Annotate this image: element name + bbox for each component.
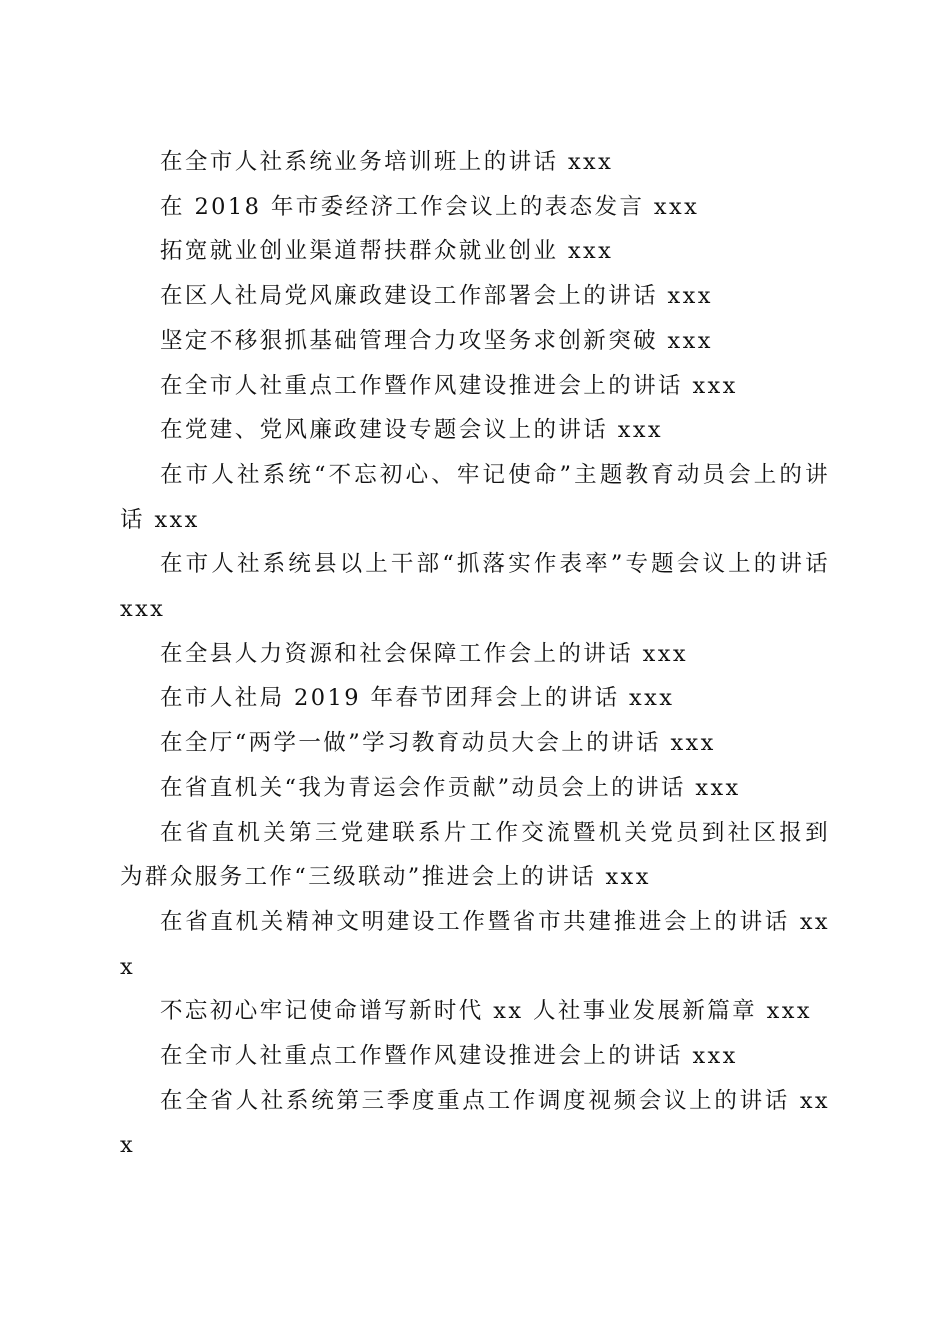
list-item: 在市人社系统县以上干部“抓落实作表率”专题会议上的讲话 xxx xyxy=(120,551,830,623)
list-item: 坚定不移狠抓基础管理合力攻坚务求创新突破 xxx xyxy=(160,327,713,354)
list-item: 不忘初心牢记使命谱写新时代 xx 人社事业发展新篇章 xxx xyxy=(160,998,812,1025)
list-item: 在全县人力资源和社会保障工作会上的讲话 xxx xyxy=(160,640,688,667)
list-item: 在省直机关精神文明建设工作暨省市共建推进会上的讲话 xxx xyxy=(120,908,830,980)
list-item: 在省直机关第三党建联系片工作交流暨机关党员到社区报到为群众服务工作“三级联动”推进会上的讲话 xxx xyxy=(120,819,830,891)
list-item: 在市人社局 2019 年春节团拜会上的讲话 xxx xyxy=(160,685,675,712)
list-item: 在全省人社系统第三季度重点工作调度视频会议上的讲话 xxx xyxy=(120,1087,830,1159)
list-item: 拓宽就业创业渠道帮扶群众就业创业 xxx xyxy=(160,238,614,265)
list-item: 在党建、党风廉政建设专题会议上的讲话 xxx xyxy=(160,417,664,444)
speech-title-list xyxy=(120,140,830,1168)
list-item: 在 2018 年市委经济工作会议上的表态发言 xxx xyxy=(160,193,700,220)
list-item: 在市人社系统“不忘初心、牢记使命”主题教育动员会上的讲话 xxx xyxy=(120,461,830,533)
list-item: 在全市人社系统业务培训班上的讲话 xxx xyxy=(160,149,614,175)
list-item: 在区人社局党风廉政建设工作部署会上的讲话 xxx xyxy=(160,283,713,310)
list-item: 在全市人社重点工作暨作风建设推进会上的讲话 xxx xyxy=(160,1043,738,1070)
list-item: 在全市人社重点工作暨作风建设推进会上的讲话 xxx xyxy=(160,372,738,399)
list-item: 在全厅“两学一做”学习教育动员大会上的讲话 xxx xyxy=(160,730,716,757)
list-item: 在省直机关“我为青运会作贡献”动员会上的讲话 xxx xyxy=(160,774,741,801)
